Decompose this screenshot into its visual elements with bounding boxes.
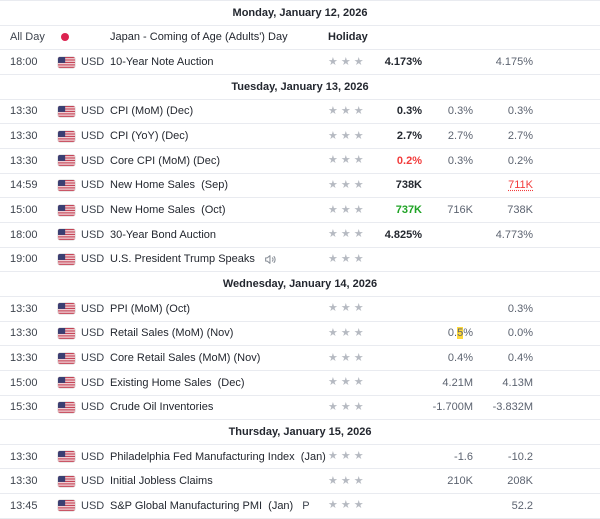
event-currency: [58, 229, 110, 241]
actual-value: 0.2%: [396, 154, 422, 167]
event-row[interactable]: [0, 371, 600, 396]
event-label: S&P Global Manufacturing PMI (Jan): [110, 499, 294, 512]
actual-value: 4.173%: [384, 56, 422, 69]
importance-star-icon: ★: [340, 129, 351, 142]
event-time: 13:30: [10, 450, 38, 463]
importance-stars: [328, 57, 374, 68]
holiday-label: Holiday: [328, 30, 368, 43]
importance-star-icon: ★: [340, 178, 351, 191]
event-currency: [58, 204, 110, 216]
importance-star-icon: ★: [340, 474, 351, 487]
date-header: [0, 1, 600, 26]
currency-code: USD: [81, 475, 105, 488]
event-name[interactable]: [110, 204, 328, 216]
date-header-label: Tuesday, January 13, 2026: [231, 80, 369, 93]
importance-star-icon: ★: [353, 474, 364, 487]
event-row[interactable]: [0, 50, 600, 75]
event-currency: [58, 33, 110, 41]
date-header-label: Monday, January 12, 2026: [232, 6, 368, 19]
currency-code: USD: [81, 302, 105, 315]
currency-code: USD: [81, 499, 105, 512]
importance-star-icon: ★: [353, 252, 364, 265]
us-flag-icon: [58, 57, 75, 68]
importance-stars: [328, 229, 374, 240]
event-time: 13:30: [10, 154, 38, 167]
event-name[interactable]: [110, 31, 328, 43]
previous-value: 0.3%: [507, 105, 533, 118]
importance-star-icon: ★: [340, 351, 351, 364]
importance-star-icon: ★: [353, 203, 364, 216]
importance-star-icon: ★: [340, 154, 351, 167]
actual-value: 738K: [395, 179, 422, 192]
importance-star-icon: ★: [328, 228, 338, 241]
currency-code: USD: [81, 376, 105, 389]
previous-value: -3.832M: [492, 401, 533, 414]
event-time: 15:30: [10, 401, 38, 414]
event-label: Japan - Coming of Age (Adults') Day: [110, 31, 288, 44]
event-time: 13:30: [10, 475, 38, 488]
importance-star-icon: ★: [353, 326, 364, 339]
us-flag-icon: [58, 180, 75, 191]
importance-star-icon: ★: [328, 474, 338, 487]
importance-stars: [328, 131, 374, 142]
event-row[interactable]: [0, 149, 600, 174]
event-name[interactable]: [110, 377, 328, 389]
importance-star-icon: ★: [340, 499, 351, 512]
event-row[interactable]: [0, 100, 600, 125]
currency-code: USD: [81, 352, 105, 365]
event-name[interactable]: [110, 401, 328, 413]
importance-star-icon: ★: [340, 104, 351, 117]
event-currency: [58, 500, 110, 512]
event-row[interactable]: [0, 198, 600, 223]
currency-code: USD: [81, 228, 105, 241]
event-currency: [58, 253, 110, 265]
event-name[interactable]: [110, 56, 328, 68]
us-flag-icon: [58, 353, 75, 364]
importance-star-icon: ★: [328, 104, 338, 117]
event-name[interactable]: [110, 155, 328, 167]
importance-stars: [328, 500, 374, 511]
event-label: Philadelphia Fed Manufacturing Index (Jan): [110, 450, 326, 463]
importance-stars: [328, 205, 374, 216]
us-flag-icon: [58, 106, 75, 117]
forecast-value: 716K: [447, 204, 473, 217]
event-time: 13:30: [10, 352, 38, 365]
us-flag-icon: [58, 303, 75, 314]
speaker-icon: [264, 253, 277, 266]
previous-value: 208K: [507, 475, 533, 488]
event-label: New Home Sales (Sep): [110, 179, 228, 192]
forecast-value: 2.7%: [447, 130, 473, 143]
importance-stars: [328, 377, 374, 388]
us-flag-icon: [58, 500, 75, 511]
date-header: [0, 420, 600, 445]
us-flag-icon: [58, 205, 75, 216]
currency-code: USD: [81, 450, 105, 463]
event-row[interactable]: [0, 297, 600, 322]
currency-code: USD: [81, 179, 105, 192]
event-time: 18:00: [10, 228, 38, 241]
importance-star-icon: ★: [340, 228, 351, 241]
previous-value[interactable]: 711K: [508, 179, 533, 192]
importance-star-icon: ★: [353, 178, 364, 191]
importance-star-icon: ★: [340, 326, 351, 339]
us-flag-icon: [58, 328, 75, 339]
date-header-label: Wednesday, January 14, 2026: [222, 278, 378, 291]
importance-stars: [328, 328, 374, 339]
importance-star-icon: ★: [353, 376, 364, 389]
event-currency: [58, 377, 110, 389]
importance-star-icon: ★: [328, 55, 338, 68]
event-name[interactable]: [110, 303, 328, 315]
date-header: [0, 75, 600, 100]
event-time: 13:30: [10, 130, 38, 143]
event-row[interactable]: [0, 26, 600, 51]
event-row[interactable]: [0, 174, 600, 199]
actual-value: 2.7%: [396, 130, 422, 143]
event-label: New Home Sales (Oct): [110, 204, 226, 217]
event-label: Core Retail Sales (MoM) (Nov): [110, 352, 261, 365]
event-name[interactable]: [110, 229, 328, 241]
event-time: 15:00: [10, 376, 38, 389]
importance-stars: [328, 402, 374, 413]
event-name[interactable]: [110, 451, 328, 463]
previous-value: 0.3%: [507, 302, 533, 315]
currency-code: USD: [81, 327, 105, 340]
us-flag-icon: [58, 377, 75, 388]
importance-star-icon: ★: [353, 351, 364, 364]
event-label: U.S. President Trump Speaks: [110, 253, 255, 266]
event-time: 13:30: [10, 105, 38, 118]
importance-star-icon: ★: [340, 302, 351, 315]
event-time: 13:30: [10, 327, 38, 340]
us-flag-icon: [58, 229, 75, 240]
event-name[interactable]: [110, 179, 328, 191]
event-label: Retail Sales (MoM) (Nov): [110, 327, 234, 340]
forecast-value: 0.3%: [447, 105, 473, 118]
event-currency: [58, 451, 110, 463]
event-name[interactable]: [110, 105, 328, 117]
event-label: Initial Jobless Claims: [110, 475, 213, 488]
importance-stars: [328, 106, 374, 117]
event-currency: [58, 475, 110, 487]
event-label: CPI (YoY) (Dec): [110, 130, 189, 143]
event-row[interactable]: [0, 322, 600, 347]
importance-star-icon: ★: [328, 499, 338, 512]
date-header: [0, 272, 600, 297]
previous-value: 4.13M: [502, 376, 533, 389]
event-currency: [58, 130, 110, 142]
currency-code: USD: [81, 56, 105, 69]
importance-star-icon: ★: [328, 178, 338, 191]
importance-star-icon: ★: [340, 252, 351, 265]
event-row[interactable]: [0, 445, 600, 470]
importance-stars: [328, 303, 374, 314]
event-row[interactable]: [0, 346, 600, 371]
importance-stars: [328, 254, 374, 265]
event-name[interactable]: [110, 475, 328, 487]
previous-value: 4.175%: [495, 56, 533, 69]
importance-stars: [328, 32, 374, 43]
importance-star-icon: ★: [328, 154, 338, 167]
importance-star-icon: ★: [328, 400, 338, 413]
currency-code: USD: [81, 154, 105, 167]
importance-star-icon: ★: [328, 351, 338, 364]
us-flag-icon: [58, 451, 75, 462]
forecast-value: 4.21M: [442, 376, 473, 389]
actual-value: 4.825%: [384, 228, 422, 241]
event-row[interactable]: [0, 469, 600, 494]
importance-star-icon: ★: [353, 104, 364, 117]
event-time: 14:59: [10, 179, 38, 192]
importance-stars: [328, 451, 374, 462]
forecast-value: -1.700M: [432, 401, 473, 414]
forecast-value: 0.4%: [447, 352, 473, 365]
event-label: 30-Year Bond Auction: [110, 228, 217, 241]
event-currency: [58, 352, 110, 364]
preliminary-flag: P: [302, 499, 310, 512]
event-time: 13:30: [10, 302, 38, 315]
previous-value: 738K: [507, 204, 533, 217]
importance-star-icon: ★: [353, 228, 364, 241]
event-name[interactable]: [110, 352, 328, 364]
event-name[interactable]: [110, 130, 328, 142]
event-row[interactable]: [0, 396, 600, 421]
event-currency: [58, 401, 110, 413]
event-currency: [58, 155, 110, 167]
importance-star-icon: ★: [353, 302, 364, 315]
event-time: All Day: [10, 31, 45, 44]
importance-star-icon: ★: [340, 203, 351, 216]
importance-star-icon: ★: [328, 129, 338, 142]
us-flag-icon: [58, 155, 75, 166]
event-name[interactable]: [110, 327, 328, 339]
forecast-value: 210K: [447, 475, 473, 488]
us-flag-icon: [58, 402, 75, 413]
previous-value: 0.2%: [507, 154, 533, 167]
currency-code: USD: [81, 204, 105, 217]
event-label: CPI (MoM) (Dec): [110, 105, 194, 118]
importance-star-icon: ★: [328, 326, 338, 339]
forecast-value: 0.3%: [447, 154, 473, 167]
currency-code: USD: [81, 105, 105, 118]
date-header-label: Thursday, January 15, 2026: [228, 425, 372, 438]
event-label: Core CPI (MoM) (Dec): [110, 154, 221, 167]
importance-star-icon: ★: [353, 154, 364, 167]
event-name[interactable]: [110, 253, 328, 266]
event-time: 19:00: [10, 253, 38, 266]
event-currency: [58, 179, 110, 191]
importance-star-icon: ★: [340, 450, 351, 463]
importance-star-icon: ★: [328, 252, 338, 265]
forecast-value: -1.6: [454, 450, 473, 463]
importance-stars: [328, 476, 374, 487]
us-flag-icon: [58, 476, 75, 487]
currency-code: USD: [81, 401, 105, 414]
previous-value: 0.0%: [507, 327, 533, 340]
event-time: 15:00: [10, 204, 38, 217]
importance-star-icon: ★: [353, 129, 364, 142]
event-row[interactable]: [0, 223, 600, 248]
event-label: PPI (MoM) (Oct): [110, 302, 191, 315]
importance-star-icon: ★: [353, 450, 364, 463]
event-time: 18:00: [10, 56, 38, 69]
event-label: Crude Oil Inventories: [110, 401, 214, 414]
importance-star-icon: ★: [340, 55, 351, 68]
importance-star-icon: ★: [328, 376, 338, 389]
actual-value: 0.3%: [396, 105, 422, 118]
event-row[interactable]: [0, 124, 600, 149]
search-highlight: 5: [457, 327, 464, 340]
previous-value: 2.7%: [507, 130, 533, 143]
japan-flag-icon: [61, 33, 69, 41]
event-currency: [58, 56, 110, 68]
importance-stars: [328, 180, 374, 191]
us-flag-icon: [58, 254, 75, 265]
previous-value: 0.4%: [507, 352, 533, 365]
importance-stars: [328, 155, 374, 166]
event-label: Existing Home Sales (Dec): [110, 376, 245, 389]
event-row[interactable]: [0, 248, 600, 273]
currency-code: USD: [81, 130, 105, 143]
importance-star-icon: ★: [328, 450, 338, 463]
previous-value: -10.2: [507, 450, 533, 463]
event-currency: [58, 105, 110, 117]
actual-value: 737K: [395, 204, 422, 217]
us-flag-icon: [58, 131, 75, 142]
event-label: 10-Year Note Auction: [110, 56, 214, 69]
importance-star-icon: ★: [328, 302, 338, 315]
previous-value: 52.2: [511, 499, 533, 512]
previous-value: 4.773%: [495, 228, 533, 241]
importance-star-icon: ★: [340, 376, 351, 389]
importance-star-icon: ★: [353, 499, 364, 512]
currency-code: USD: [81, 253, 105, 266]
importance-star-icon: ★: [328, 203, 338, 216]
importance-star-icon: ★: [353, 55, 364, 68]
event-time: 13:45: [10, 499, 38, 512]
importance-star-icon: ★: [353, 400, 364, 413]
importance-star-icon: ★: [340, 400, 351, 413]
event-currency: [58, 327, 110, 339]
forecast-value: 0.5%: [447, 327, 473, 340]
event-currency: [58, 303, 110, 315]
event-name[interactable]: [110, 500, 328, 512]
event-row[interactable]: [0, 494, 600, 519]
importance-stars: [328, 353, 374, 364]
